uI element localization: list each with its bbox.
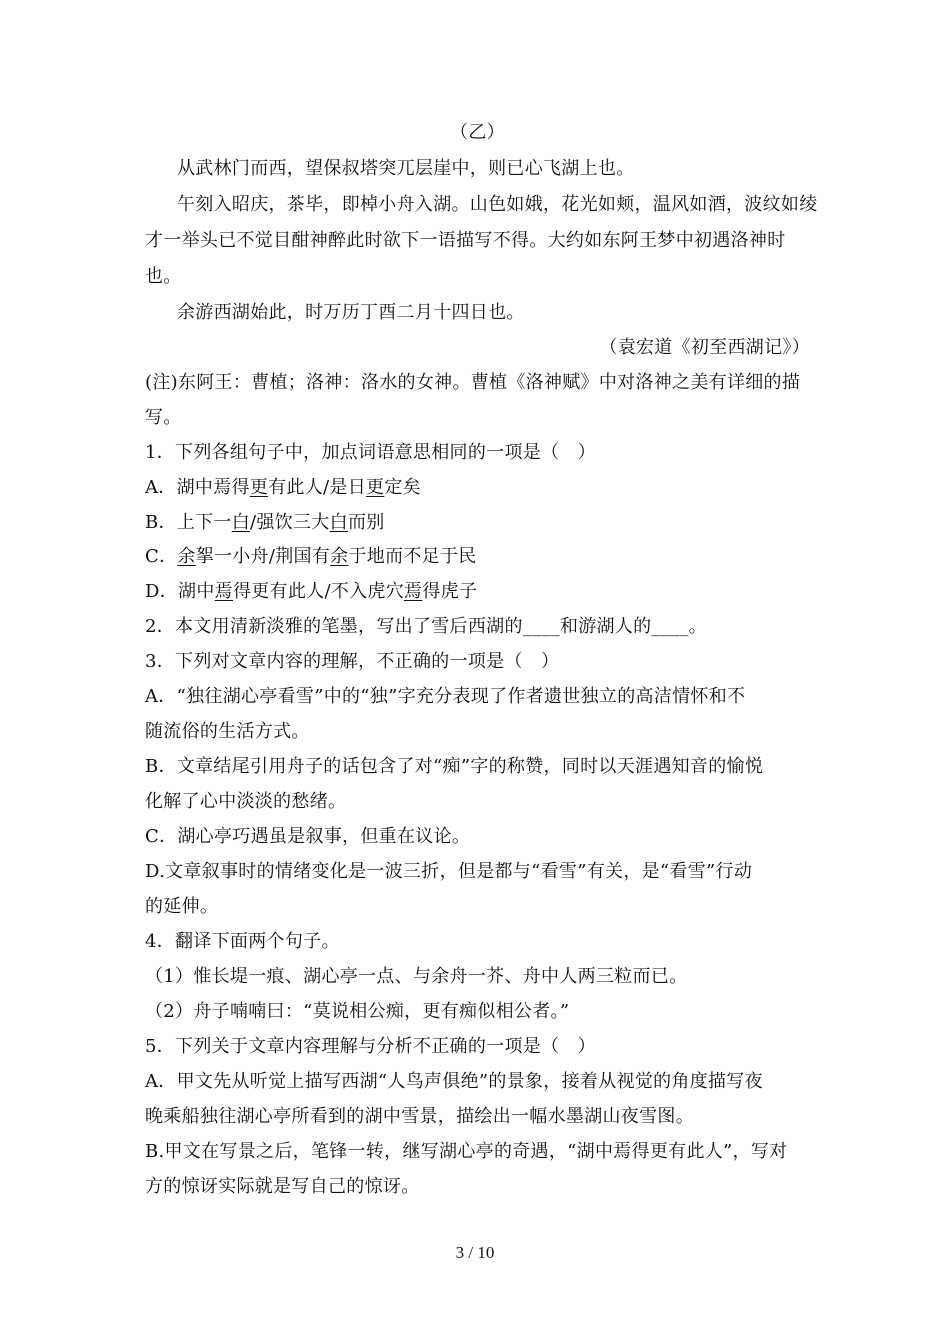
question-3-option-a-line-1: A．“独往湖心亭看雪”中的“独”字充分表现了作者遗世独立的高洁情怀和不 [145, 686, 746, 707]
dotted-word: 焉 [214, 581, 233, 602]
question-3: 3．下列对文章内容的理解，不正确的一项是（ ） [145, 651, 560, 672]
question-1-option-d: D．湖中焉得更有此人/不入虎穴焉得虎子 [145, 581, 478, 602]
dotted-word: 白 [231, 512, 251, 533]
question-4: 4．翻译下面两个句子。 [145, 931, 340, 952]
paragraph-2-line-1: 午刻入昭庆，茶毕，即棹小舟入湖。山色如娥，花光如颊，温风如酒，波纹如绫 [177, 194, 818, 215]
note-line-2: 写。 [145, 407, 182, 428]
question-4-item-1: （1）惟长堤一痕、湖心亭一点、与余舟一芥、舟中人两三粒而已。 [145, 966, 688, 987]
paragraph-2-line-2: 才一举头已不觉目酣神醉此时欲下一语描写不得。大约如东阿王梦中初遇洛神时 [145, 230, 786, 251]
question-3-option-a-line-2: 随流俗的生活方式。 [145, 721, 310, 742]
question-3-option-b-line-2: 化解了心中淡淡的愁绪。 [145, 791, 347, 812]
section-title: （乙） [450, 122, 505, 143]
dotted-word: 更 [249, 477, 269, 498]
page-number: 3 / 10 [455, 1243, 495, 1262]
question-5: 5．下列关于文章内容理解与分析不正确的一项是（ ） [145, 1036, 596, 1057]
question-1-option-a: A．湖中焉得更有此人/是日更定矣 [145, 477, 421, 498]
paragraph-3: 余游西湖始此，时万历丁酉二月十四日也。 [177, 302, 525, 323]
dotted-word: 更 [366, 477, 385, 498]
dotted-word: 余 [330, 546, 349, 567]
note-line-1: (注)东阿王：曹植；洛神：洛水的女神。曹植《洛神赋》中对洛神之美有详细的描 [145, 372, 801, 393]
question-1-option-b: B．上下一白/强饮三大白而别 [145, 512, 385, 533]
dotted-word: 白 [329, 512, 348, 533]
question-3-option-d-line-1: D.文章叙事时的情绪变化是一波三折，但是都与“看雪”有关，是“看雪”行动 [145, 861, 753, 882]
question-2: 2．本文用清新淡雅的笔墨，写出了雪后西湖的____和游湖人的____。 [145, 616, 707, 637]
dotted-word: 焉 [404, 581, 423, 602]
source-citation: （袁宏道《初至西湖记》） [599, 337, 810, 358]
paragraph-1: 从武林门而西，望保叔塔突兀层崖中，则已心飞湖上也。 [177, 158, 635, 179]
question-3-option-c: C．湖心亭巧遇虽是叙事，但重在议论。 [145, 826, 471, 847]
paragraph-2-line-3: 也。 [145, 266, 182, 287]
question-5-option-a-line-1: A．甲文先从听觉上描写西湖“人鸟声俱绝”的景象，接着从视觉的角度描写夜 [145, 1071, 763, 1092]
question-3-option-d-line-2: 的延伸。 [145, 896, 219, 917]
question-1: 1．下列各组句子中，加点词语意思相同的一项是（ ） [145, 442, 596, 463]
question-4-item-2: （2）舟子喃喃曰：“莫说相公痴，更有痴似相公者。” [145, 1001, 570, 1022]
question-1-option-c: C．余挐一小舟/荆国有余于地而不足于民 [145, 546, 477, 567]
question-5-option-b-line-1: B.甲文在写景之后，笔锋一转，继写湖心亭的奇遇，“湖中焉得更有此人”，写对 [145, 1141, 788, 1162]
question-3-option-b-line-1: B．文章结尾引用舟子的话包含了对“痴”字的称赞，同时以天涯遇知音的愉悦 [145, 756, 764, 777]
question-5-option-b-line-2: 方的惊讶实际就是写自己的惊讶。 [145, 1176, 420, 1197]
dotted-word: 余 [177, 546, 196, 567]
question-5-option-a-line-2: 晚乘船独往湖心亭所看到的湖中雪景，描绘出一幅水墨湖山夜雪图。 [145, 1106, 694, 1127]
